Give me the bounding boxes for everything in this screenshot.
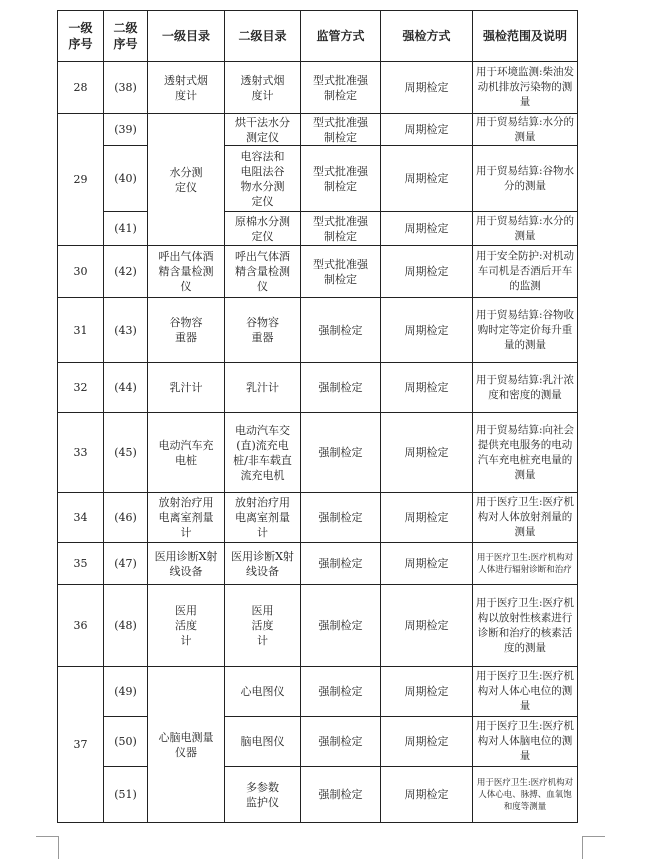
level2-no: (40) (104, 146, 148, 212)
level2-no: (43) (104, 298, 148, 363)
inspection-mode: 周期检定 (381, 212, 473, 246)
header-level2-catalog: 二级目录 (225, 11, 301, 62)
level2-catalog: 脑电图仪 (225, 717, 301, 767)
level1-catalog: 呼出气体酒精含量检测仪 (148, 246, 225, 298)
inspection-mode: 周期检定 (381, 585, 473, 667)
table-row (58, 667, 578, 717)
level1-catalog: 心脑电测量仪器 (148, 667, 225, 823)
level1-no: 35 (58, 543, 104, 585)
scope-description: 用于环境监测:柴油发动机排放污染物的测量 (473, 62, 578, 114)
level2-no: (44) (104, 363, 148, 413)
supervision-mode: 型式批准强制检定 (301, 212, 381, 246)
inspection-mode: 周期检定 (381, 767, 473, 823)
table-row (58, 114, 578, 146)
level1-catalog: 放射治疗用电离室剂量计 (148, 493, 225, 543)
scope-description: 用于贸易结算:水分的测量 (473, 212, 578, 246)
level1-catalog: 电动汽车充电桩 (148, 413, 225, 493)
supervision-mode: 强制检定 (301, 585, 381, 667)
inspection-mode: 周期检定 (381, 363, 473, 413)
level2-no: (51) (104, 767, 148, 823)
table-row (58, 493, 578, 543)
supervision-mode: 型式批准强制检定 (301, 146, 381, 212)
level1-no: 29 (58, 114, 104, 246)
table-row (58, 413, 578, 493)
scope-description: 用于医疗卫生:医疗机构以放射性核素进行诊断和治疗的核素活度的测量 (473, 585, 578, 667)
level2-no: (48) (104, 585, 148, 667)
level1-catalog: 水分测定仪 (148, 114, 225, 246)
supervision-mode: 型式批准强制检定 (301, 246, 381, 298)
inspection-mode: 周期检定 (381, 114, 473, 146)
level2-no: (39) (104, 114, 148, 146)
level1-no: 31 (58, 298, 104, 363)
header-supervision: 监管方式 (301, 11, 381, 62)
header-row (58, 11, 578, 62)
inspection-mode: 周期检定 (381, 717, 473, 767)
level2-catalog: 电动汽车交(直)流充电桩/非车载直流充电机 (225, 413, 301, 493)
table-row (58, 298, 578, 363)
level2-catalog: 透射式烟度计 (225, 62, 301, 114)
table-row (58, 212, 578, 246)
table-row (58, 146, 578, 212)
table-row (58, 585, 578, 667)
scope-description: 用于贸易结算:乳汁浓度和密度的测量 (473, 363, 578, 413)
level1-no: 32 (58, 363, 104, 413)
supervision-mode: 强制检定 (301, 543, 381, 585)
inspection-mode: 周期检定 (381, 146, 473, 212)
level2-catalog: 心电图仪 (225, 667, 301, 717)
header-inspection: 强检方式 (381, 11, 473, 62)
level1-catalog: 透射式烟度计 (148, 62, 225, 114)
header-level2-no: 二级序号 (104, 11, 148, 62)
level2-no: (45) (104, 413, 148, 493)
level2-no: (42) (104, 246, 148, 298)
level2-catalog: 烘干法水分测定仪 (225, 114, 301, 146)
scope-description: 用于贸易结算:谷物收购时定等定价每升重量的测量 (473, 298, 578, 363)
header-scope: 强检范围及说明 (473, 11, 578, 62)
inspection-mode: 周期检定 (381, 543, 473, 585)
level2-catalog: 原棉水分测定仪 (225, 212, 301, 246)
level1-catalog: 乳汁计 (148, 363, 225, 413)
supervision-mode: 强制检定 (301, 767, 381, 823)
level2-no: (47) (104, 543, 148, 585)
supervision-mode: 型式批准强制检定 (301, 62, 381, 114)
level2-catalog: 医用诊断X射线设备 (225, 543, 301, 585)
table-row (58, 767, 578, 823)
supervision-mode: 强制检定 (301, 298, 381, 363)
level1-no: 34 (58, 493, 104, 543)
supervision-mode: 型式批准强制检定 (301, 114, 381, 146)
level1-catalog: 医用诊断X射线设备 (148, 543, 225, 585)
scope-description: 用于医疗卫生:医疗机构对人体脑电位的测量 (473, 717, 578, 767)
catalog-table (57, 10, 578, 823)
table-row (58, 246, 578, 298)
level2-no: (50) (104, 717, 148, 767)
scope-description: 用于贸易结算:水分的测量 (473, 114, 578, 146)
level2-no: (49) (104, 667, 148, 717)
scope-description: 用于医疗卫生:医疗机构对人体放射剂量的测量 (473, 493, 578, 543)
level2-catalog: 放射治疗用电离室剂量计 (225, 493, 301, 543)
inspection-mode: 周期检定 (381, 493, 473, 543)
scope-description: 用于贸易结算:谷物水分的测量 (473, 146, 578, 212)
table-row (58, 717, 578, 767)
table-row (58, 543, 578, 585)
level1-no: 28 (58, 62, 104, 114)
header-level1-catalog: 一级目录 (148, 11, 225, 62)
supervision-mode: 强制检定 (301, 493, 381, 543)
inspection-mode: 周期检定 (381, 246, 473, 298)
level2-catalog: 医用活度计 (225, 585, 301, 667)
level1-catalog: 谷物容重器 (148, 298, 225, 363)
level1-no: 36 (58, 585, 104, 667)
table-row (58, 363, 578, 413)
header-level1-no: 一级序号 (58, 11, 104, 62)
page-corner-mark-left (36, 836, 59, 859)
scope-description: 用于医疗卫生:医疗机构对人体进行辐射诊断和治疗 (473, 543, 578, 585)
level2-catalog: 多参数监护仪 (225, 767, 301, 823)
scope-description: 用于医疗卫生:医疗机构对人体心电位的测量 (473, 667, 578, 717)
level1-no: 37 (58, 667, 104, 823)
level1-no: 33 (58, 413, 104, 493)
scope-description: 用于医疗卫生:医疗机构对人体心电、脉搏、血氧饱和度等测量 (473, 767, 578, 823)
supervision-mode: 强制检定 (301, 413, 381, 493)
supervision-mode: 强制检定 (301, 717, 381, 767)
inspection-mode: 周期检定 (381, 413, 473, 493)
level2-no: (38) (104, 62, 148, 114)
level2-no: (41) (104, 212, 148, 246)
inspection-mode: 周期检定 (381, 298, 473, 363)
level1-catalog: 医用活度计 (148, 585, 225, 667)
page-corner-mark-right (582, 836, 605, 859)
inspection-mode: 周期检定 (381, 667, 473, 717)
table-row (58, 62, 578, 114)
level2-no: (46) (104, 493, 148, 543)
scope-description: 用于安全防护:对机动车司机是否酒后开车的监测 (473, 246, 578, 298)
level1-no: 30 (58, 246, 104, 298)
inspection-mode: 周期检定 (381, 62, 473, 114)
level2-catalog: 电容法和电阻法谷物水分测定仪 (225, 146, 301, 212)
level2-catalog: 乳汁计 (225, 363, 301, 413)
level2-catalog: 谷物容重器 (225, 298, 301, 363)
level2-catalog: 呼出气体酒精含量检测仪 (225, 246, 301, 298)
scope-description: 用于贸易结算:向社会提供充电服务的电动汽车充电桩充电量的测量 (473, 413, 578, 493)
supervision-mode: 强制检定 (301, 667, 381, 717)
supervision-mode: 强制检定 (301, 363, 381, 413)
